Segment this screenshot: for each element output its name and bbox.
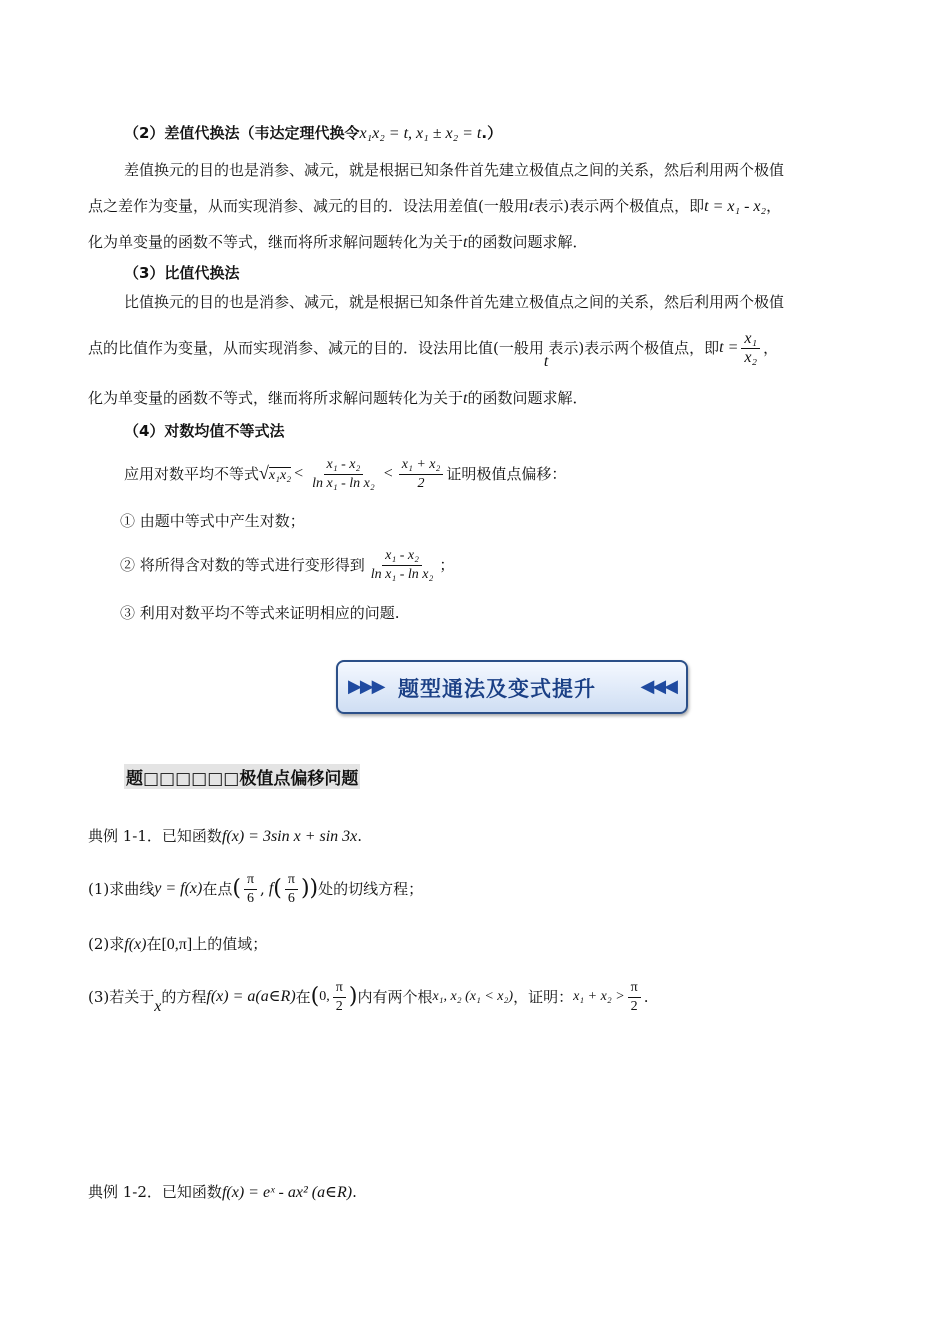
sec2-line2: 点之差作为变量，从而实现消参、减元的目的．设法用差值(一般用t表示)表示两个极值点，即t = x₁ - x₂， bbox=[88, 197, 782, 215]
sec2-line2a: 点之差作为变量，从而实现消参、减元的目的．设法用差值(一般用 bbox=[88, 197, 529, 215]
pi-num-3: π bbox=[333, 979, 346, 998]
example-1-2 bbox=[88, 1182, 357, 1203]
step-2-text: ② 将所得含对数的等式进行变形得到 bbox=[120, 556, 365, 574]
sec2-line3a: 化为单变量的函数不等式，继而将所求解问题转化为关于 bbox=[88, 233, 464, 251]
q3-text-b: 的方程 bbox=[161, 988, 207, 1006]
q3-text-d: 内有两个根 bbox=[357, 988, 433, 1006]
arith-mean-den: 2 bbox=[417, 475, 425, 491]
sec2-line3 bbox=[88, 232, 587, 253]
ex1-question-3 bbox=[88, 972, 649, 1022]
interval-zero: 0, bbox=[319, 989, 330, 1004]
sec3-teq: t = bbox=[719, 339, 739, 356]
arith-mean-fraction bbox=[399, 456, 444, 493]
q3-x: x bbox=[154, 998, 162, 1015]
q1-f: f bbox=[268, 880, 274, 897]
step-2-den: ln x₁ - ln x₂ bbox=[370, 566, 434, 582]
pi-over-6 bbox=[244, 871, 257, 908]
ex1-question-2 bbox=[88, 934, 267, 955]
q1-text-c: 处的切线方程； bbox=[318, 880, 424, 898]
log-mean-fraction bbox=[309, 456, 378, 493]
sec3-tvar: t bbox=[543, 353, 549, 370]
step-2-tail: ； bbox=[439, 556, 455, 574]
q2-text-b: 在 bbox=[146, 935, 162, 953]
example-1-1: 典例 1-1．已知函数f(x) = 3sin x + sin 3x. bbox=[88, 827, 363, 845]
left-arrows-icon: ◀◀◀ bbox=[640, 676, 676, 697]
ex2-function: f(x) = eˣ - ax² (a∈R) bbox=[221, 1184, 353, 1201]
six-den-2: 6 bbox=[287, 890, 295, 906]
step-2-num: x₁ - x₂ bbox=[382, 547, 422, 566]
q1-text-b: 在点 bbox=[202, 880, 233, 898]
q3-roots: x₁, x₂ (x₁ < x₂) bbox=[432, 989, 514, 1004]
q2-f: f(x) bbox=[124, 936, 147, 953]
sec4-intro: 应用对数平均不等式 bbox=[124, 465, 260, 483]
section-3-title: （3）比值代换法 bbox=[124, 264, 240, 282]
ratio-numerator: x₁ bbox=[741, 330, 760, 349]
sec3-line3a: 化为单变量的函数不等式，继而将所求解问题转化为关于 bbox=[88, 389, 464, 407]
ratio-denominator: x₂ bbox=[744, 348, 758, 366]
sec3-line3b: 的函数问题求解． bbox=[467, 389, 588, 407]
q3-goal: x₁ + x₂ > bbox=[573, 989, 625, 1004]
topic-title: 题□□□□□□极值点偏移问题 bbox=[124, 764, 360, 789]
pi-num-4: π bbox=[628, 979, 641, 998]
sec3-ratio-fraction bbox=[741, 330, 760, 367]
paren-open-2: ( bbox=[273, 876, 282, 901]
paren-close-3: ) bbox=[348, 984, 358, 1009]
pi-over-6-b bbox=[285, 871, 298, 908]
banner-text: 题型通法及变式提升 bbox=[398, 677, 596, 701]
sec2-tvar: t bbox=[528, 198, 534, 215]
sqrt-expr: √x₁x₂ bbox=[259, 462, 292, 483]
q3-text-c: 在 bbox=[295, 988, 311, 1006]
pi-over-2-b bbox=[628, 979, 641, 1016]
q2-text-a: (2)求 bbox=[88, 935, 125, 953]
step-1: ① 由题中等式中产生对数； bbox=[120, 512, 305, 530]
lt-sign-1: < bbox=[294, 465, 304, 482]
two-den: 2 bbox=[335, 998, 343, 1014]
sec3-line2b: 表示)表示两个极值点，即 bbox=[548, 339, 720, 357]
six-den: 6 bbox=[247, 890, 254, 906]
section-2-tail: .） bbox=[481, 124, 503, 142]
q2-text-c: 上的值域； bbox=[192, 935, 268, 953]
sec4-intro-tail: 证明极值点偏移： bbox=[446, 465, 567, 483]
section-banner bbox=[336, 660, 688, 714]
step-3: ③ 利用对数平均不等式来证明相应的问题. bbox=[120, 604, 400, 622]
sqrt-radicand: x₁x₂ bbox=[268, 467, 292, 483]
step-2-fraction bbox=[368, 547, 437, 584]
q3-text-a: (3)若关于 bbox=[88, 988, 155, 1006]
sec3-line3 bbox=[88, 388, 587, 409]
q3-equation: f(x) = a(a∈R) bbox=[206, 988, 296, 1005]
sec2-line2b: 表示)表示两个极值点，即 bbox=[533, 197, 705, 215]
ex1-label: 典例 1-1．已知函数 bbox=[88, 827, 222, 845]
sec3-line1: 比值换元的目的也是消参、减元，就是根据已知条件首先建立极值点之间的关系，然后利用两个极值 bbox=[124, 293, 785, 311]
two-den-2: 2 bbox=[630, 998, 638, 1014]
q3-text-e: ，证明： bbox=[513, 988, 574, 1006]
paren-open-3: ( bbox=[310, 984, 320, 1009]
section-2-title: （2）差值代换法（韦达定理代换令 bbox=[124, 124, 360, 142]
section-2-formula: x₁x₂ = t, x₁ ± x₂ = t bbox=[359, 125, 482, 142]
pi-num-2: π bbox=[285, 871, 298, 890]
log-mean-num: x₁ - x₂ bbox=[324, 456, 364, 475]
section-4-title: （4）对数均值不等式法 bbox=[124, 422, 285, 440]
arith-mean-num: x₁ + x₂ bbox=[399, 456, 444, 475]
section-2-heading bbox=[124, 122, 502, 143]
q2-interval: [0,π] bbox=[161, 936, 193, 953]
q1-curve: y = f(x) bbox=[154, 880, 203, 897]
sec3-tvar-2: t bbox=[463, 390, 468, 407]
sec3-line2: 点的比值作为变量，从而实现消参、减元的目的．设法用比值(一般用 t 表示)表示两个极值点，即 t = $\frac{\text{x₁}}{\text{x₂}}$ ， bbox=[88, 329, 779, 370]
lt-sign-2: < bbox=[383, 465, 393, 482]
log-mean-inequality bbox=[124, 452, 566, 496]
paren-close-2: )) bbox=[300, 876, 319, 901]
sec2-diff-formula: t = x₁ - x₂ bbox=[704, 198, 767, 215]
pi-num: π bbox=[244, 871, 257, 890]
ex2-period: . bbox=[352, 1183, 357, 1201]
sec2-line1: 差值换元的目的也是消参、减元，就是根据已知条件首先建立极值点之间的关系，然后利用两个极值 bbox=[124, 161, 785, 179]
paren-open: ( bbox=[232, 876, 241, 901]
pi-over-2 bbox=[333, 979, 346, 1016]
step-2 bbox=[120, 543, 454, 587]
log-mean-den: ln x₁ - ln x₂ bbox=[312, 475, 375, 491]
ex2-label: 典例 1-2．已知函数 bbox=[88, 1183, 222, 1201]
sec3-line2a: 点的比值作为变量，从而实现消参、减元的目的．设法用比值(一般用 bbox=[88, 339, 544, 357]
ex1-function: f(x) = 3sin x + sin 3x bbox=[221, 828, 358, 845]
q1-text-a: (1)求曲线 bbox=[88, 880, 155, 898]
ex1-question-1: (1)求曲线 y = f(x) 在点 ( $\frac{\pi}{6}$ , f ( $\frac{\pi}{6}$ )) 处的切线方程； bbox=[88, 871, 424, 906]
sec2-line3b: 的函数问题求解． bbox=[467, 233, 588, 251]
right-arrows-icon: ▶▶▶ bbox=[348, 676, 384, 697]
sec2-tvar-2: t bbox=[463, 234, 468, 251]
q3-period: . bbox=[643, 988, 649, 1006]
